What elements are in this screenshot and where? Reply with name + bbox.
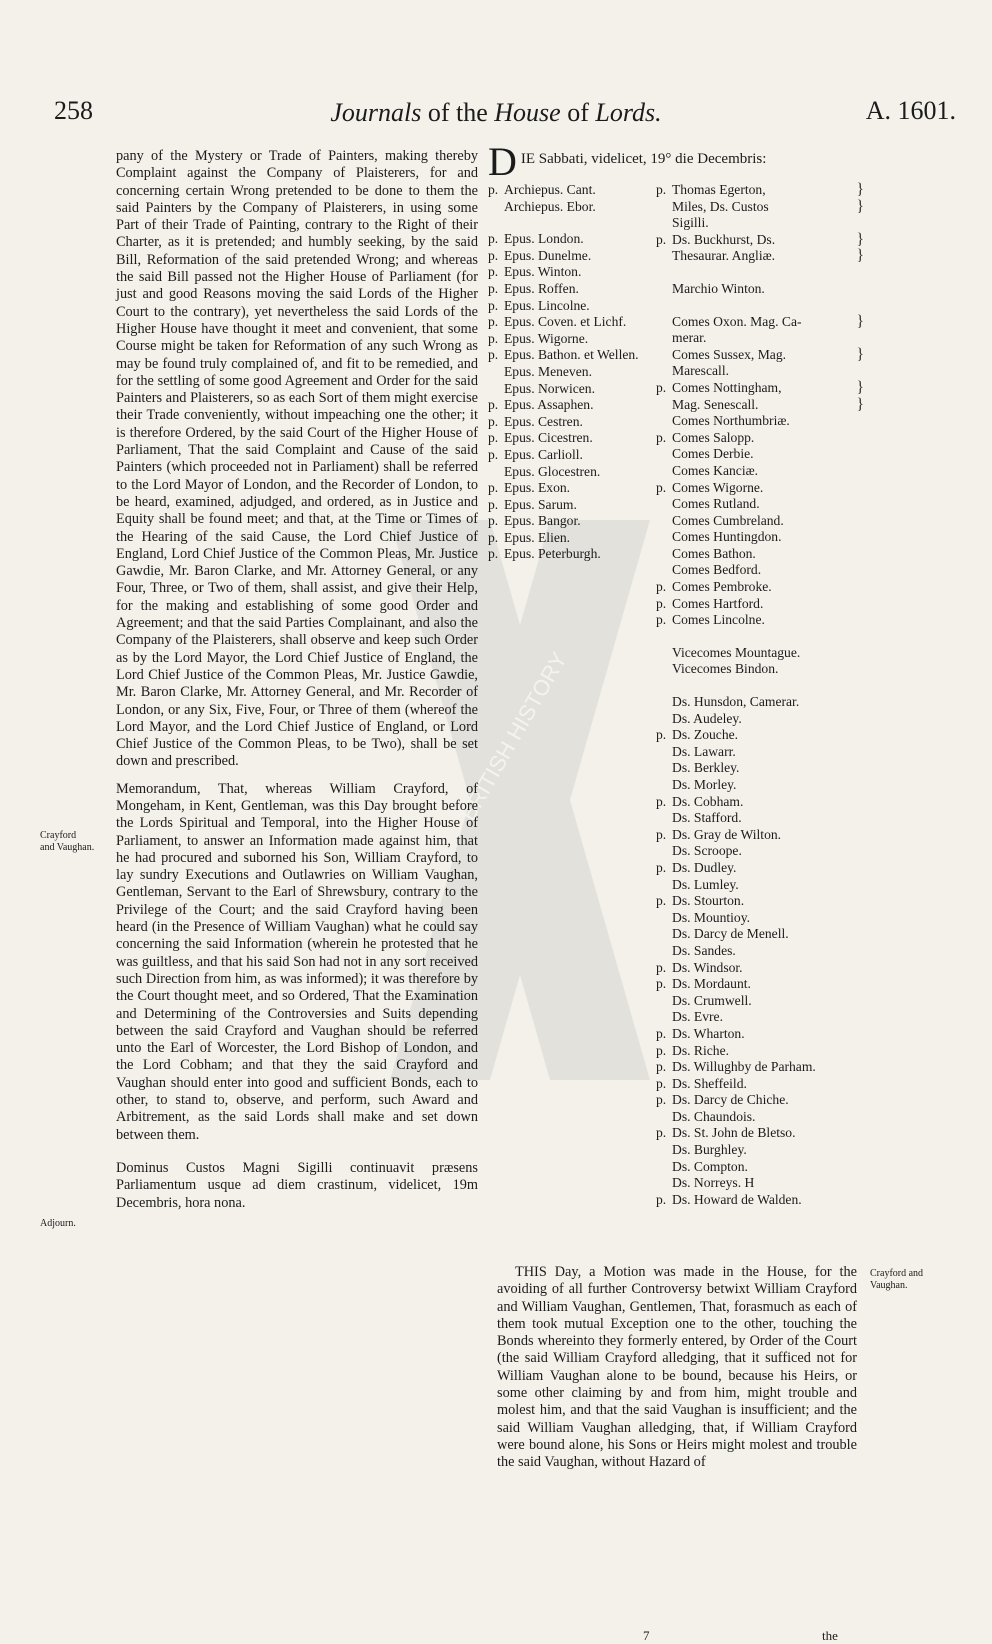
attendee-item (656, 513, 896, 530)
attendee-name: Ds. Mountioy. (672, 909, 751, 925)
attendee-item (656, 596, 896, 613)
present-mark: p. (656, 959, 667, 975)
present-mark: p. (488, 330, 499, 346)
attendee-item (656, 199, 896, 216)
attendee-item (488, 530, 658, 547)
left-column (116, 148, 478, 1222)
margin-note-crayford (40, 830, 94, 854)
attendee-name: Comes Nottingham, (672, 379, 782, 395)
present-mark: p. (656, 793, 667, 809)
running-header (0, 96, 992, 136)
drop-cap: D (488, 139, 517, 184)
attendee-name: Ds. Willughby de Parham. (672, 1059, 816, 1075)
present-mark: p. (488, 280, 499, 296)
attendee-name: Ds. Audeley. (672, 710, 742, 726)
attendee-item (656, 1109, 896, 1126)
attendee-name: Comes Wigorne. (672, 479, 764, 495)
brace-mark: } (856, 181, 864, 198)
attendee-name: Comes Bathon. (672, 545, 756, 561)
attendee-item (656, 877, 896, 894)
attendee-item (488, 298, 658, 315)
attendee-item (656, 248, 896, 265)
attendee-name: Epus. Roffen. (504, 280, 579, 296)
brace-mark: } (856, 197, 864, 215)
present-mark: p. (488, 496, 499, 512)
attendee-name: Epus. Winton. (504, 264, 582, 280)
attendee-name: Comes Hartford. (672, 595, 764, 611)
present-mark: p. (656, 1075, 667, 1091)
attendee-name: Epus. Carlioll. (504, 446, 583, 462)
attendee-name: Epus. Wigorne. (504, 330, 589, 346)
present-mark: p. (656, 595, 667, 611)
attendee-name: Vicecomes Mountague. (672, 644, 801, 660)
attendee-item (656, 1159, 896, 1176)
attendee-name: Ds. Windsor. (672, 959, 743, 975)
bishops-list (488, 182, 658, 563)
attendee-name: Comes Oxon. Mag. Ca- (672, 313, 802, 329)
attendee-item (656, 579, 896, 596)
attendee-item (656, 330, 896, 347)
attendee-item (656, 529, 896, 546)
present-mark: p. (488, 430, 499, 446)
present-mark: p. (656, 727, 667, 743)
attendee-item (656, 960, 896, 977)
margin-note-adjourn: Adjourn. (40, 1218, 76, 1229)
attendee-item (656, 546, 896, 563)
attendee-name: Archiepus. Cant. (504, 182, 596, 197)
attendee-item (656, 413, 896, 430)
attendee-name: Ds. Mordaunt. (672, 976, 751, 992)
attendee-item (656, 496, 896, 513)
present-mark: p. (656, 976, 667, 992)
attendee-item (656, 1076, 896, 1093)
present-mark: p. (488, 480, 499, 496)
attendee-item (656, 794, 896, 811)
attendee-name: Ds. Darcy de Menell. (672, 926, 789, 942)
attendee-item (488, 281, 658, 298)
attendee-name: Epus. Cestren. (504, 413, 583, 429)
attendee-name: Ds. Chaundois. (672, 1108, 756, 1124)
attendee-name: Miles, Ds. Custos (672, 198, 769, 214)
present-mark: p. (488, 446, 499, 462)
page-number: 258 (54, 96, 93, 125)
attendee-item (656, 1043, 896, 1060)
attendee-item (656, 1092, 896, 1109)
attendee-item (488, 397, 658, 414)
motion-paragraph-text: THIS Day, a Motion was made in the House, for the avoiding of all further Controversy betwixt William Crayford and William Vaughan, Gentlemen, That, forasmuch as each of them took mutual Exception one to the other, touching the Bonds whereinto they formerly entered, by Order of the Court (the said William Crayford alledging, that it sufficed not for William Vaughan alone to be bound, because his Heirs, or some other claiming by and from him, might trouble and molest him, and that the said Vaughan is insufficient; and the said William Vaughan alledging, that, if William Crayford were bound alone, his Sons or Heirs might molest and trouble the said Vaughan, without Hazard of (497, 1264, 857, 1471)
attendee-item (656, 860, 896, 877)
attendee-item (656, 1125, 896, 1142)
attendee-name: Ds. Berkley. (672, 760, 740, 776)
attendee-name: Epus. Coven. et Lichf. (504, 314, 627, 330)
attendee-name: Mag. Senescall. (672, 396, 759, 412)
attendee-name: Ds. Sandes. (672, 942, 736, 958)
attendee-name: Vicecomes Bindon. (672, 661, 779, 677)
present-mark: p. (488, 513, 499, 529)
present-mark: p. (656, 1059, 667, 1075)
attendee-item (656, 843, 896, 860)
motion-paragraph (497, 1264, 857, 1472)
present-mark: p. (656, 429, 667, 445)
attendee-name: Ds. Burghley. (672, 1142, 747, 1158)
present-mark: p. (488, 182, 499, 197)
attendee-name: Comes Lincolne. (672, 612, 765, 628)
attendee-name: Ds. Dudley. (672, 859, 737, 875)
attendee-name: Comes Huntingdon. (672, 529, 782, 545)
attendee-name: Ds. Howard de Walden. (672, 1191, 802, 1207)
brace-mark: } (856, 345, 864, 363)
attendee-name: Ds. Wharton. (672, 1025, 745, 1041)
attendee-item (488, 364, 658, 381)
attendee-name: Comes Sussex, Mag. (672, 346, 787, 362)
present-mark: p. (656, 579, 667, 595)
attendee-name: Ds. Gray de Wilton. (672, 826, 782, 842)
present-mark: p. (656, 1042, 667, 1058)
attendee-name: Thomas Egerton, (672, 182, 766, 197)
crayford-memorandum-paragraph: Memorandum, That, whereas William Crayford, of Mongeham, in Kent, Gentleman, was this Day brought before the Lords Spiritual and Temporal, into the Higher House of Parliament, to answer an Information made against him, that he had procured and suborned his Son, William Crayford, to lay sundry Executions and Outlawries on William Vaughan, Gentleman, Servant to the Earl of Shrewsbury, contrary to the Privilege of the Court; and the said Crayford having been heard (in the Presence of William Vaughan) what he could say concerning the said Information (wherein he protested that he was guiltless, and that his said Son had not in any sort received such Direction from him, as was informed); it was therefore by the Court thought meet, and so Ordered, That the Examination and Determining of the Controversies and Suits depending between the said Crayford and Vaughan should be referred unto the Earl of Worcester, the Lord Bishop of London, and the Lord Cobham; and that they the said Crayford and Vaughan should enter into good and sufficient Bonds, each to other, to stand to, observe, and perform, such Award and Arbitrement, as the said Lords shall make and set down between them. (116, 780, 478, 1143)
margin-note-line: Crayford (40, 830, 77, 841)
margin-note-line: Crayford and (870, 1268, 924, 1279)
attendee-item (656, 446, 896, 463)
present-mark: p. (488, 247, 499, 263)
attendee-name: Ds. Hunsdon, Camerar. (672, 694, 800, 710)
lords-list (656, 182, 896, 1208)
attendee-name: Ds. Riche. (672, 1042, 730, 1058)
margin-note-line: and Vaughan. (40, 842, 95, 853)
present-mark: p. (656, 1025, 667, 1041)
present-mark: p. (488, 413, 499, 429)
brace-mark: } (856, 230, 864, 248)
attendee-name: Archiepus. Ebor. (504, 198, 596, 214)
attendee-item (656, 827, 896, 844)
brace-mark: } (856, 378, 864, 396)
attendee-item (656, 1192, 896, 1209)
attendee-name: Ds. Buckhurst, Ds. (672, 231, 776, 247)
present-mark: p. (656, 1092, 667, 1108)
attendee-item (656, 562, 896, 579)
attendee-item (656, 363, 896, 380)
attendee-name: Ds. Norreys. H (672, 1175, 755, 1191)
attendee-name: Epus. Peterburgh. (504, 546, 601, 562)
attendee-name: Ds. Morley. (672, 777, 737, 792)
attendee-item (656, 993, 896, 1010)
attendee-name: Comes Cumbreland. (672, 512, 784, 528)
attendee-item (488, 182, 658, 199)
attendee-item (488, 347, 658, 364)
attendee-item (656, 727, 896, 744)
attendee-item (656, 810, 896, 827)
attendee-item (656, 926, 896, 943)
attendee-item (488, 546, 658, 563)
attendee-item (656, 777, 896, 794)
die-heading (488, 139, 896, 184)
attendee-name: Ds. Lawarr. (672, 743, 736, 759)
attendee-item (488, 480, 658, 497)
attendee-item (656, 1175, 896, 1192)
attendee-item (656, 661, 896, 678)
attendee-name: Epus. London. (504, 231, 584, 247)
list-gap (656, 629, 896, 645)
attendee-name: Comes Derbie. (672, 446, 754, 462)
attendee-item (656, 182, 896, 199)
catchword: the (822, 1628, 838, 1643)
attendee-item (488, 414, 658, 431)
present-mark: p. (488, 397, 499, 413)
attendee-name: Ds. Darcy de Chiche. (672, 1092, 789, 1108)
attendee-item (656, 314, 896, 331)
attendee-item (656, 215, 896, 232)
present-mark: p. (656, 479, 667, 495)
present-mark: p. (656, 893, 667, 909)
present-mark: p. (656, 1191, 667, 1207)
attendee-name: Sigilli. (672, 215, 709, 231)
brace-mark: } (856, 247, 864, 265)
attendee-item (656, 281, 896, 298)
attendee-item (488, 513, 658, 530)
attendee-name: Ds. Evre. (672, 1009, 723, 1025)
attendee-item (488, 264, 658, 281)
attendee-name: Epus. Norwicen. (504, 380, 595, 396)
attendee-name: Comes Rutland. (672, 496, 760, 512)
brace-mark: } (856, 312, 864, 330)
attendee-item (656, 1026, 896, 1043)
list-gap (488, 215, 658, 231)
watermark-text: BRITISH HISTORY (455, 647, 572, 825)
attendee-name: Comes Northumbriæ. (672, 413, 790, 429)
attendee-name: Ds. Sheffeild. (672, 1075, 747, 1091)
attendee-item (656, 711, 896, 728)
attendee-name: Marchio Winton. (672, 280, 765, 296)
attendee-item (488, 314, 658, 331)
attendee-name: Epus. Dunelme. (504, 247, 592, 263)
adjournment-paragraph: Dominus Custos Magni Sigilli continuavit præsens Parliamentum usque ad diem crastinum, videlicet, 19m Decembris, hora nona. (116, 1159, 478, 1211)
attendee-item (656, 430, 896, 447)
attendee-name: Ds. Scroope. (672, 843, 742, 859)
attendee-item (488, 331, 658, 348)
attendee-name: Epus. Glocestren. (504, 463, 601, 479)
present-mark: p. (656, 379, 667, 395)
attendee-item (488, 430, 658, 447)
painters-order-paragraph: pany of the Mystery or Trade of Painters, making thereby Complaint against the Company of Plaisterers, for and concerning certain Wrong pretended to be done to them the said Painters by the Company of Plaisterers, in using some Part of their Trade of Painting, contrary to the Right of their Charter, as it is pretended; and humbly seeking, by the said Bill, Reformation of the said pretended Wrong; and whereas the said Bill passed not the Higher House of Parliament (for just and good Reasons moving the said Lords of the Higher Court to the contrary), yet nevertheless the said Lords of the Higher House have thought it meet and convenient, that some Course might be taken for Reformation of any such Wrong as may be found truly complained of, and fit to be remedied, and for the settling of some good Agreement and Order for the said Painters and Plaisterers, so as each Sort of them might exercise their Trade conveniently, without impeaching one the other; it is therefore Ordered, by the said Court of the Higher House of Parliament, That the said Complaint and Cause of the said Painters (which proceeded not in Parliament) shall be referred to the Lord Mayor of London, and the Recorder of London, to be heard, examined, adjudged, and ordered, as in Justice and Equity shall be found meet; and that, at the Time or Times of the Hearing of the said Cause, the Lord Chief Justice of England, Lord Chief Justice of the Common Pleas, Mr. Justice Gawdie, Mr. Baron Clarke, and Mr. Attorney General, or any Four, Three, or Two of them, shall assist, and give their Help, for the making and establishing of some good Order and Agreement; and that the said Parties Complainant, and also the Company of the Plaisterers, shall observe and keep such Order as by the Lord Mayor, the Lord Chief Justice of England, the Lord Chief Justice of the Common Pleas, Mr. Justice Gawdie, Mr. Baron Clarke, Mr. Attorney General, and Mr. Recorder of London, or any Six, Five, Four, or Three of them (whereof the Lord Mayor, and the Lord Chief Justice of England, or Lord Chief Justice of the Common Pleas, to be Two), shall be set down and prescribed. (116, 148, 478, 770)
attendee-item (656, 1059, 896, 1076)
attendee-item (656, 694, 896, 711)
attendee-item (488, 497, 658, 514)
attendee-name: Epus. Bathon. et Wellen. (504, 347, 639, 363)
attendee-item (656, 1142, 896, 1159)
attendee-item (656, 232, 896, 249)
attendee-name: Thesaurar. Angliæ. (672, 248, 776, 264)
attendee-name: Epus. Sarum. (504, 496, 577, 512)
present-mark: p. (488, 347, 499, 363)
margin-note-line: Vaughan. (870, 1280, 908, 1291)
attendee-item (656, 760, 896, 777)
title-journals: Journals (330, 98, 422, 127)
attendee-item (488, 248, 658, 265)
present-mark: p. (488, 314, 499, 330)
present-mark: p. (488, 264, 499, 280)
attendee-item (656, 943, 896, 960)
attendee-item (656, 380, 896, 397)
attendee-item (656, 744, 896, 761)
present-mark: p. (656, 231, 667, 247)
attendee-name: Ds. Cobham. (672, 793, 744, 809)
attendee-item (656, 480, 896, 497)
list-gap (656, 298, 896, 314)
signature-mark: 7 (643, 1628, 650, 1643)
title-lords: Lords. (595, 98, 662, 127)
attendee-name: Comes Pembroke. (672, 579, 772, 595)
attendee-name: Epus. Exon. (504, 480, 571, 496)
attendee-item (656, 397, 896, 414)
present-mark: p. (656, 859, 667, 875)
attendee-item (488, 447, 658, 464)
attendee-name: Epus. Bangor. (504, 513, 581, 529)
year: A. 1601. (865, 96, 956, 125)
attendee-name: Ds. Zouche. (672, 727, 739, 743)
attendee-item (656, 976, 896, 993)
list-gap (656, 678, 896, 694)
attendee-item (656, 910, 896, 927)
attendee-name: Ds. St. John de Bletso. (672, 1125, 796, 1141)
die-heading-text: IE Sabbati, videlicet, 19° die Decembris: (520, 151, 767, 167)
attendee-name: Comes Kanciæ. (672, 462, 759, 478)
attendee-name: Ds. Stourton. (672, 893, 745, 909)
attendee-name: Comes Salopp. (672, 429, 755, 445)
present-mark: p. (488, 297, 499, 313)
attendee-item (656, 347, 896, 364)
attendee-item (488, 231, 658, 248)
present-mark: p. (656, 612, 667, 628)
present-mark: p. (488, 529, 499, 545)
attendee-item (488, 381, 658, 398)
attendee-item (656, 1009, 896, 1026)
attendee-item (656, 893, 896, 910)
attendee-item (488, 199, 658, 216)
present-mark: p. (488, 546, 499, 562)
brace-mark: } (856, 395, 864, 413)
present-mark: p. (488, 231, 499, 247)
present-mark: p. (656, 826, 667, 842)
attendee-item (488, 464, 658, 481)
attendee-name: Epus. Cicestren. (504, 430, 593, 446)
attendee-name: Ds. Lumley. (672, 876, 739, 892)
attendee-name: Ds. Crumwell. (672, 992, 752, 1008)
attendee-name: Ds. Compton. (672, 1158, 748, 1174)
title-of: of (567, 98, 589, 127)
attendee-name: Epus. Meneven. (504, 363, 592, 379)
attendee-name: Marescall. (672, 363, 729, 379)
attendee-item (656, 463, 896, 480)
attendee-name: Ds. Stafford. (672, 810, 742, 826)
list-gap (656, 265, 896, 281)
present-mark: p. (656, 1125, 667, 1141)
attendee-item (656, 612, 896, 629)
present-mark: p. (656, 182, 667, 197)
attendee-item (656, 645, 896, 662)
attendee-name: Epus. Elien. (504, 529, 571, 545)
running-title (0, 98, 992, 128)
margin-note-crayford-right (870, 1268, 923, 1292)
title-house: House (494, 98, 561, 127)
attendee-name: Epus. Lincolne. (504, 297, 590, 313)
title-of-the: of the (427, 98, 488, 127)
attendee-name: Comes Bedford. (672, 562, 762, 578)
attendee-name: merar. (672, 330, 707, 346)
attendee-name: Epus. Assaphen. (504, 397, 594, 413)
